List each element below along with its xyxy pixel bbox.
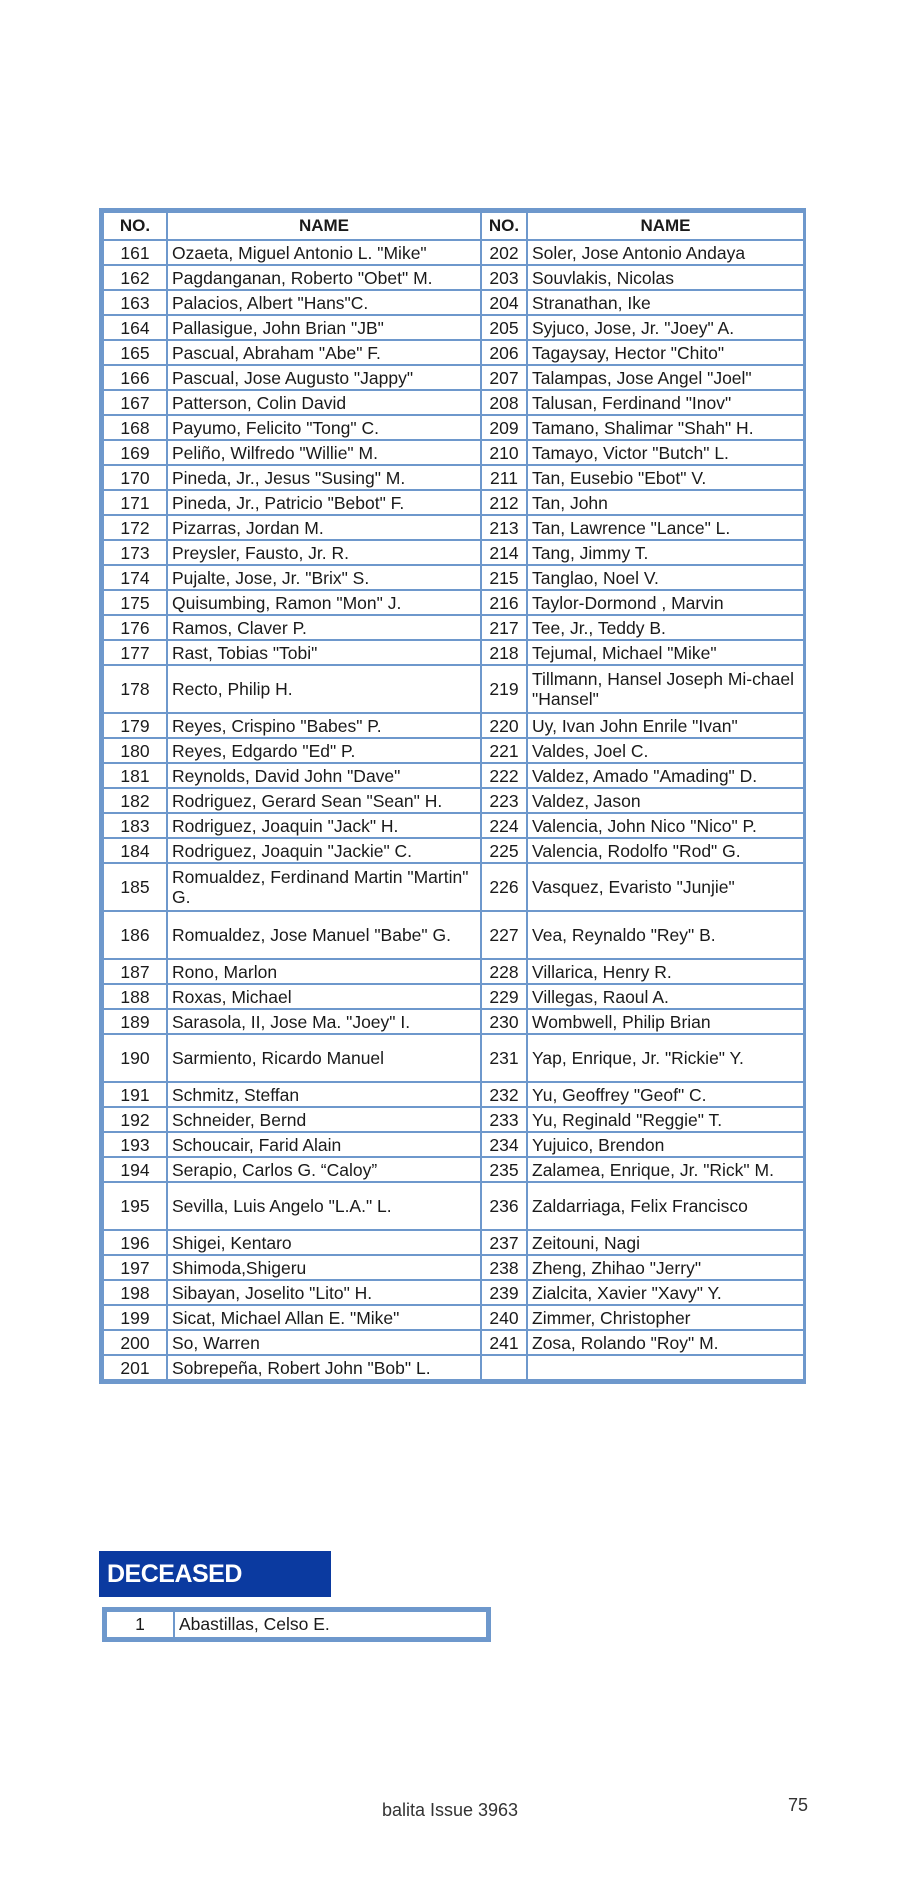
member-name: Schoucair, Farid Alain [167,1132,481,1157]
member-number: 166 [103,365,167,390]
member-number: 218 [481,640,527,665]
table-row [103,1355,804,1380]
member-name: Roxas, Michael [167,984,481,1009]
member-name: Schneider, Bernd [167,1107,481,1132]
member-name: Rodriguez, Gerard Sean "Sean" H. [167,788,481,813]
table-row [103,1034,804,1082]
member-name: Romualdez, Ferdinand Martin "Martin" G. [167,863,481,911]
member-name: Yu, Geoffrey "Geof" C. [527,1082,804,1107]
member-number: 206 [481,340,527,365]
member-number: 226 [481,863,527,911]
member-name: Valdez, Jason [527,788,804,813]
table-row [103,959,804,984]
member-number: 217 [481,615,527,640]
member-number: 182 [103,788,167,813]
table-row [103,465,804,490]
member-number: 211 [481,465,527,490]
member-name: Rodriguez, Joaquin "Jack" H. [167,813,481,838]
member-number: 189 [103,1009,167,1034]
member-name: Sarmiento, Ricardo Manuel [167,1034,481,1082]
member-name: Tee, Jr., Teddy B. [527,615,804,640]
member-number: 165 [103,340,167,365]
member-number: 212 [481,490,527,515]
member-number: 208 [481,390,527,415]
deceased-name: Abastillas, Celso E. [174,1611,487,1638]
member-number: 178 [103,665,167,713]
member-number: 164 [103,315,167,340]
member-number: 225 [481,838,527,863]
member-number: 169 [103,440,167,465]
member-name: Pizarras, Jordan M. [167,515,481,540]
member-name: Zalamea, Enrique, Jr. "Rick" M. [527,1157,804,1182]
member-name: Serapio, Carlos G. “Caloy” [167,1157,481,1182]
deceased-table [102,1607,491,1642]
member-number: 200 [103,1330,167,1355]
member-name: Tanglao, Noel V. [527,565,804,590]
member-name: Pagdanganan, Roberto "Obet" M. [167,265,481,290]
table-row [103,984,804,1009]
table-row [103,265,804,290]
member-name: Recto, Philip H. [167,665,481,713]
member-number: 161 [103,240,167,265]
table-row [103,365,804,390]
member-number: 168 [103,415,167,440]
member-name: Valdes, Joel C. [527,738,804,763]
member-name: Tamano, Shalimar "Shah" H. [527,415,804,440]
table-row [103,615,804,640]
member-name: Vasquez, Evaristo "Junjie" [527,863,804,911]
member-number: 209 [481,415,527,440]
member-name: Sicat, Michael Allan E. "Mike" [167,1305,481,1330]
member-number: 214 [481,540,527,565]
member-number: 203 [481,265,527,290]
member-name: So, Warren [167,1330,481,1355]
member-number: 187 [103,959,167,984]
member-name: Tejumal, Michael "Mike" [527,640,804,665]
member-number: 235 [481,1157,527,1182]
table-row [103,1230,804,1255]
member-name: Soler, Jose Antonio Andaya [527,240,804,265]
table-row [103,838,804,863]
member-number: 238 [481,1255,527,1280]
member-name: Vea, Reynaldo "Rey" B. [527,911,804,959]
member-name: Schmitz, Steffan [167,1082,481,1107]
member-name: Pascual, Abraham "Abe" F. [167,340,481,365]
member-name: Zeitouni, Nagi [527,1230,804,1255]
member-name: Zimmer, Christopher [527,1305,804,1330]
member-name: Zaldarriaga, Felix Francisco [527,1182,804,1230]
table-row [103,490,804,515]
roster-body [103,240,804,1380]
table-row [103,1330,804,1355]
member-number: 173 [103,540,167,565]
table-row [103,290,804,315]
member-name: Pujalte, Jose, Jr. "Brix" S. [167,565,481,590]
member-number: 228 [481,959,527,984]
table-row [103,515,804,540]
member-name: Sevilla, Luis Angelo "L.A." L. [167,1182,481,1230]
member-number: 213 [481,515,527,540]
member-name [527,1355,804,1380]
member-name: Quisumbing, Ramon "Mon" J. [167,590,481,615]
member-name: Uy, Ivan John Enrile "Ivan" [527,713,804,738]
member-number: 184 [103,838,167,863]
table-row [103,440,804,465]
member-number: 232 [481,1082,527,1107]
table-row [103,911,804,959]
member-name: Palacios, Albert "Hans"C. [167,290,481,315]
table-row [103,590,804,615]
member-number: 162 [103,265,167,290]
member-name: Reynolds, David John "Dave" [167,763,481,788]
table-row [103,415,804,440]
member-number: 180 [103,738,167,763]
deceased-body [106,1611,487,1638]
member-name: Tan, John [527,490,804,515]
no-column-header: NO. [481,212,527,240]
member-number: 163 [103,290,167,315]
member-number: 194 [103,1157,167,1182]
member-number: 170 [103,465,167,490]
member-name: Wombwell, Philip Brian [527,1009,804,1034]
member-name: Yu, Reginald "Reggie" T. [527,1107,804,1132]
member-number: 205 [481,315,527,340]
member-number: 183 [103,813,167,838]
member-number: 224 [481,813,527,838]
member-name: Pascual, Jose Augusto "Jappy" [167,365,481,390]
member-name: Ozaeta, Miguel Antonio L. "Mike" [167,240,481,265]
member-name: Sibayan, Joselito "Lito" H. [167,1280,481,1305]
member-number: 221 [481,738,527,763]
member-name: Villegas, Raoul A. [527,984,804,1009]
name-column-header: NAME [527,212,804,240]
table-row [103,565,804,590]
table-row [103,1082,804,1107]
member-name: Zosa, Rolando "Roy" M. [527,1330,804,1355]
member-number: 210 [481,440,527,465]
member-name: Villarica, Henry R. [527,959,804,984]
member-number: 185 [103,863,167,911]
member-number: 227 [481,911,527,959]
member-number: 191 [103,1082,167,1107]
member-name: Patterson, Colin David [167,390,481,415]
member-name: Tagaysay, Hector "Chito" [527,340,804,365]
member-number: 220 [481,713,527,738]
member-number: 199 [103,1305,167,1330]
member-roster-table [99,208,806,1384]
table-row [103,763,804,788]
member-name: Rast, Tobias "Tobi" [167,640,481,665]
member-number [481,1355,527,1380]
table-row [103,1107,804,1132]
member-name: Peliño, Wilfredo "Willie" M. [167,440,481,465]
table-row [103,1157,804,1182]
table-row [103,340,804,365]
member-number: 240 [481,1305,527,1330]
member-name: Zialcita, Xavier "Xavy" Y. [527,1280,804,1305]
table-row [103,863,804,911]
member-name: Rono, Marlon [167,959,481,984]
member-name: Stranathan, Ike [527,290,804,315]
member-name: Pineda, Jr., Patricio "Bebot" F. [167,490,481,515]
table-row [103,713,804,738]
member-name: Pineda, Jr., Jesus "Susing" M. [167,465,481,490]
table-row [103,540,804,565]
member-name: Pallasigue, John Brian "JB" [167,315,481,340]
member-name: Tillmann, Hansel Joseph Mi-chael "Hansel" [527,665,804,713]
member-number: 181 [103,763,167,788]
member-name: Talampas, Jose Angel "Joel" [527,365,804,390]
table-row [103,240,804,265]
member-number: 234 [481,1132,527,1157]
member-name: Sarasola, II, Jose Ma. "Joey" I. [167,1009,481,1034]
member-number: 167 [103,390,167,415]
member-number: 239 [481,1280,527,1305]
member-number: 190 [103,1034,167,1082]
member-number: 172 [103,515,167,540]
table-row [103,315,804,340]
member-name: Yap, Enrique, Jr. "Rickie" Y. [527,1034,804,1082]
member-number: 230 [481,1009,527,1034]
member-name: Tamayo, Victor "Butch" L. [527,440,804,465]
member-name: Tang, Jimmy T. [527,540,804,565]
member-name: Talusan, Ferdinand "Inov" [527,390,804,415]
member-number: 215 [481,565,527,590]
member-number: 186 [103,911,167,959]
member-number: 188 [103,984,167,1009]
table-row [103,738,804,763]
member-number: 222 [481,763,527,788]
member-name: Taylor-Dormond , Marvin [527,590,804,615]
member-name: Shigei, Kentaro [167,1230,481,1255]
member-number: 177 [103,640,167,665]
member-name: Tan, Lawrence "Lance" L. [527,515,804,540]
member-number: 216 [481,590,527,615]
table-row [103,1182,804,1230]
table-row [103,1305,804,1330]
member-number: 176 [103,615,167,640]
member-name: Preysler, Fausto, Jr. R. [167,540,481,565]
member-number: 195 [103,1182,167,1230]
table-row [103,390,804,415]
page-number: 75 [787,1795,808,1815]
member-number: 207 [481,365,527,390]
member-number: 201 [103,1355,167,1380]
member-number: 179 [103,713,167,738]
member-name: Valdez, Amado "Amading" D. [527,763,804,788]
member-number: 198 [103,1280,167,1305]
member-number: 202 [481,240,527,265]
member-number: 174 [103,565,167,590]
member-number: 231 [481,1034,527,1082]
no-column-header: NO. [103,212,167,240]
deceased-heading: DECEASED [99,1551,331,1597]
member-name: Zheng, Zhihao "Jerry" [527,1255,804,1280]
member-name: Payumo, Felicito "Tong" C. [167,415,481,440]
table-row [103,640,804,665]
member-number: 237 [481,1230,527,1255]
member-number: 236 [481,1182,527,1230]
member-name: Syjuco, Jose, Jr. "Joey" A. [527,315,804,340]
member-number: 223 [481,788,527,813]
table-row [103,788,804,813]
table-row [103,1255,804,1280]
member-number: 192 [103,1107,167,1132]
member-name: Sobrepeña, Robert John "Bob" L. [167,1355,481,1380]
member-number: 233 [481,1107,527,1132]
member-number: 175 [103,590,167,615]
member-name: Ramos, Claver P. [167,615,481,640]
member-name: Reyes, Edgardo "Ed" P. [167,738,481,763]
table-row [103,813,804,838]
member-name: Souvlakis, Nicolas [527,265,804,290]
member-name: Valencia, John Nico "Nico" P. [527,813,804,838]
member-name: Shimoda,Shigeru [167,1255,481,1280]
table-row [103,1009,804,1034]
member-number: 171 [103,490,167,515]
member-name: Tan, Eusebio "Ebot" V. [527,465,804,490]
deceased-number: 1 [106,1611,174,1638]
member-name: Yujuico, Brendon [527,1132,804,1157]
table-row [103,1280,804,1305]
member-name: Rodriguez, Joaquin "Jackie" C. [167,838,481,863]
member-number: 197 [103,1255,167,1280]
table-header-row [103,212,804,240]
roster-grid [102,211,805,1381]
member-number: 219 [481,665,527,713]
member-name: Romualdez, Jose Manuel "Babe" G. [167,911,481,959]
table-row [103,1132,804,1157]
member-name: Reyes, Crispino "Babes" P. [167,713,481,738]
publication-footer: balita Issue 3963 [381,1800,519,1820]
member-number: 229 [481,984,527,1009]
member-number: 196 [103,1230,167,1255]
name-column-header: NAME [167,212,481,240]
table-row [103,665,804,713]
member-name: Valencia, Rodolfo "Rod" G. [527,838,804,863]
member-number: 204 [481,290,527,315]
table-row [106,1611,487,1638]
member-number: 193 [103,1132,167,1157]
member-number: 241 [481,1330,527,1355]
